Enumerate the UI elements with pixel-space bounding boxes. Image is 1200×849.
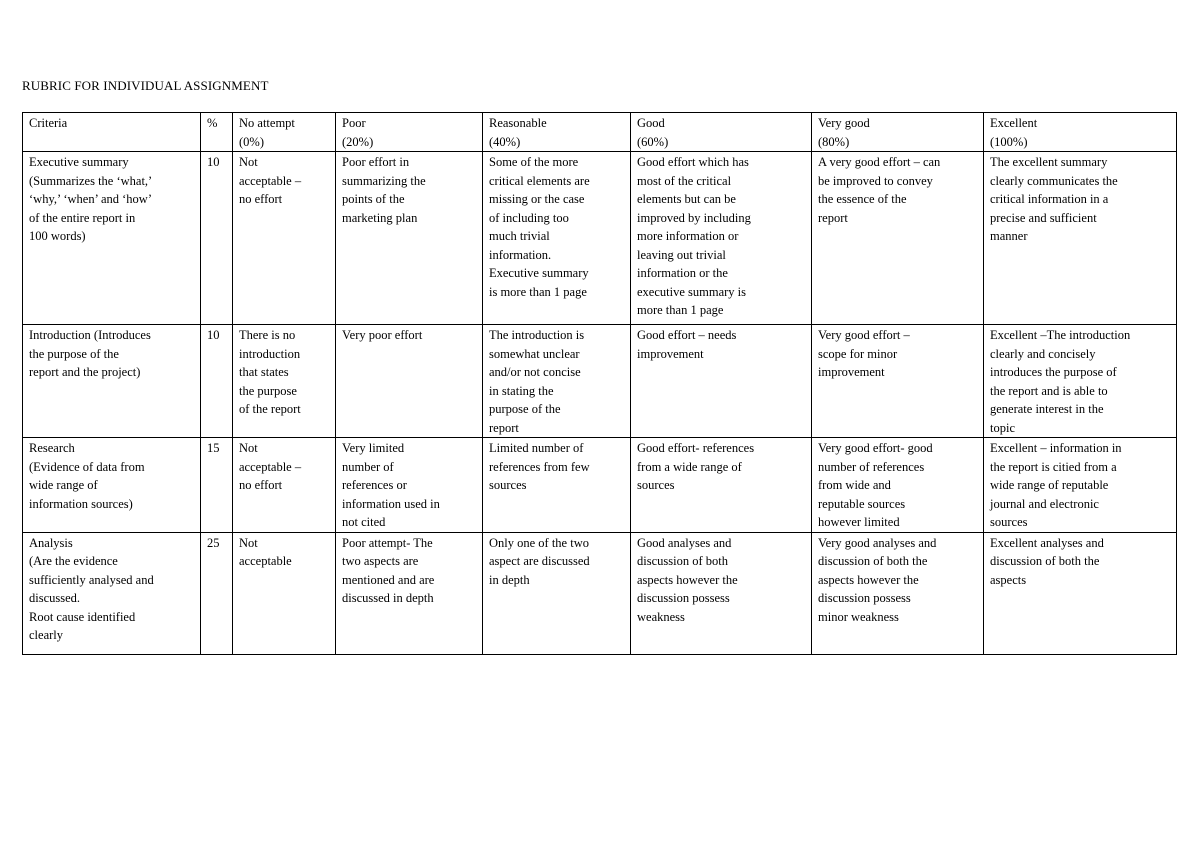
no-attempt-cell: Not acceptable – no effort (233, 438, 336, 533)
very-good-cell: A very good effort – can be improved to convey the essence of the report (812, 152, 984, 325)
good-cell: Good effort which has most of the critical elements but can be improved by including more information or leaving out trivial information or the executive summary is more than 1 page (631, 152, 812, 325)
header-percent: % (201, 113, 233, 152)
header-reasonable: Reasonable (40%) (483, 113, 631, 152)
weight-cell: 15 (201, 438, 233, 533)
very-good-cell: Very good effort- good number of references from wide and reputable sources however limited (812, 438, 984, 533)
table-row-introduction (23, 325, 1177, 438)
header-excellent: Excellent (100%) (984, 113, 1177, 152)
reasonable-cell: Limited number of references from few sources (483, 438, 631, 533)
criteria-cell: Introduction (Introduces the purpose of the report and the project) (23, 325, 201, 438)
table-header-row (23, 113, 1177, 152)
poor-cell: Very poor effort (336, 325, 483, 438)
weight-cell: 10 (201, 152, 233, 325)
reasonable-cell: Only one of the two aspect are discussed in depth (483, 532, 631, 654)
document-title: RUBRIC FOR INDIVIDUAL ASSIGNMENT (22, 78, 269, 93)
very-good-cell: Very good effort – scope for minor improvement (812, 325, 984, 438)
very-good-cell: Very good analyses and discussion of both the aspects however the discussion possess minor weakness (812, 532, 984, 654)
no-attempt-cell: Not acceptable (233, 532, 336, 654)
poor-cell: Very limited number of references or information used in not cited (336, 438, 483, 533)
good-cell: Good effort – needs improvement (631, 325, 812, 438)
table-row-executive-summary (23, 152, 1177, 325)
table-row-analysis (23, 532, 1177, 654)
criteria-cell: Research (Evidence of data from wide range of information sources) (23, 438, 201, 533)
excellent-cell: Excellent – information in the report is citied from a wide range of reputable journal and electronic sources (984, 438, 1177, 533)
excellent-cell: Excellent analyses and discussion of both the aspects (984, 532, 1177, 654)
rubric-table (22, 112, 1177, 655)
weight-cell: 10 (201, 325, 233, 438)
poor-cell: Poor effort in summarizing the points of the marketing plan (336, 152, 483, 325)
header-very-good: Very good (80%) (812, 113, 984, 152)
criteria-cell: Analysis (Are the evidence sufficiently analysed and discussed. Root cause identified clearly (23, 532, 201, 654)
reasonable-cell: The introduction is somewhat unclear and/or not concise in stating the purpose of the report (483, 325, 631, 438)
good-cell: Good effort- references from a wide range of sources (631, 438, 812, 533)
reasonable-cell: Some of the more critical elements are missing or the case of including too much trivial information. Executive summary is more than 1 page (483, 152, 631, 325)
no-attempt-cell: There is no introduction that states the purpose of the report (233, 325, 336, 438)
table-row-research (23, 438, 1177, 533)
no-attempt-cell: Not acceptable – no effort (233, 152, 336, 325)
poor-cell: Poor attempt- The two aspects are mentioned and are discussed in depth (336, 532, 483, 654)
weight-cell: 25 (201, 532, 233, 654)
excellent-cell: Excellent –The introduction clearly and concisely introduces the purpose of the report and is able to generate interest in the topic (984, 325, 1177, 438)
header-poor: Poor (20%) (336, 113, 483, 152)
header-no-attempt: No attempt (0%) (233, 113, 336, 152)
good-cell: Good analyses and discussion of both aspects however the discussion possess weakness (631, 532, 812, 654)
header-criteria: Criteria (23, 113, 201, 152)
header-good: Good (60%) (631, 113, 812, 152)
criteria-cell: Executive summary (Summarizes the ‘what,’ ‘why,’ ‘when’ and ‘how’ of the entire report in 100 words) (23, 152, 201, 325)
excellent-cell: The excellent summary clearly communicates the critical information in a precise and sufficient manner (984, 152, 1177, 325)
